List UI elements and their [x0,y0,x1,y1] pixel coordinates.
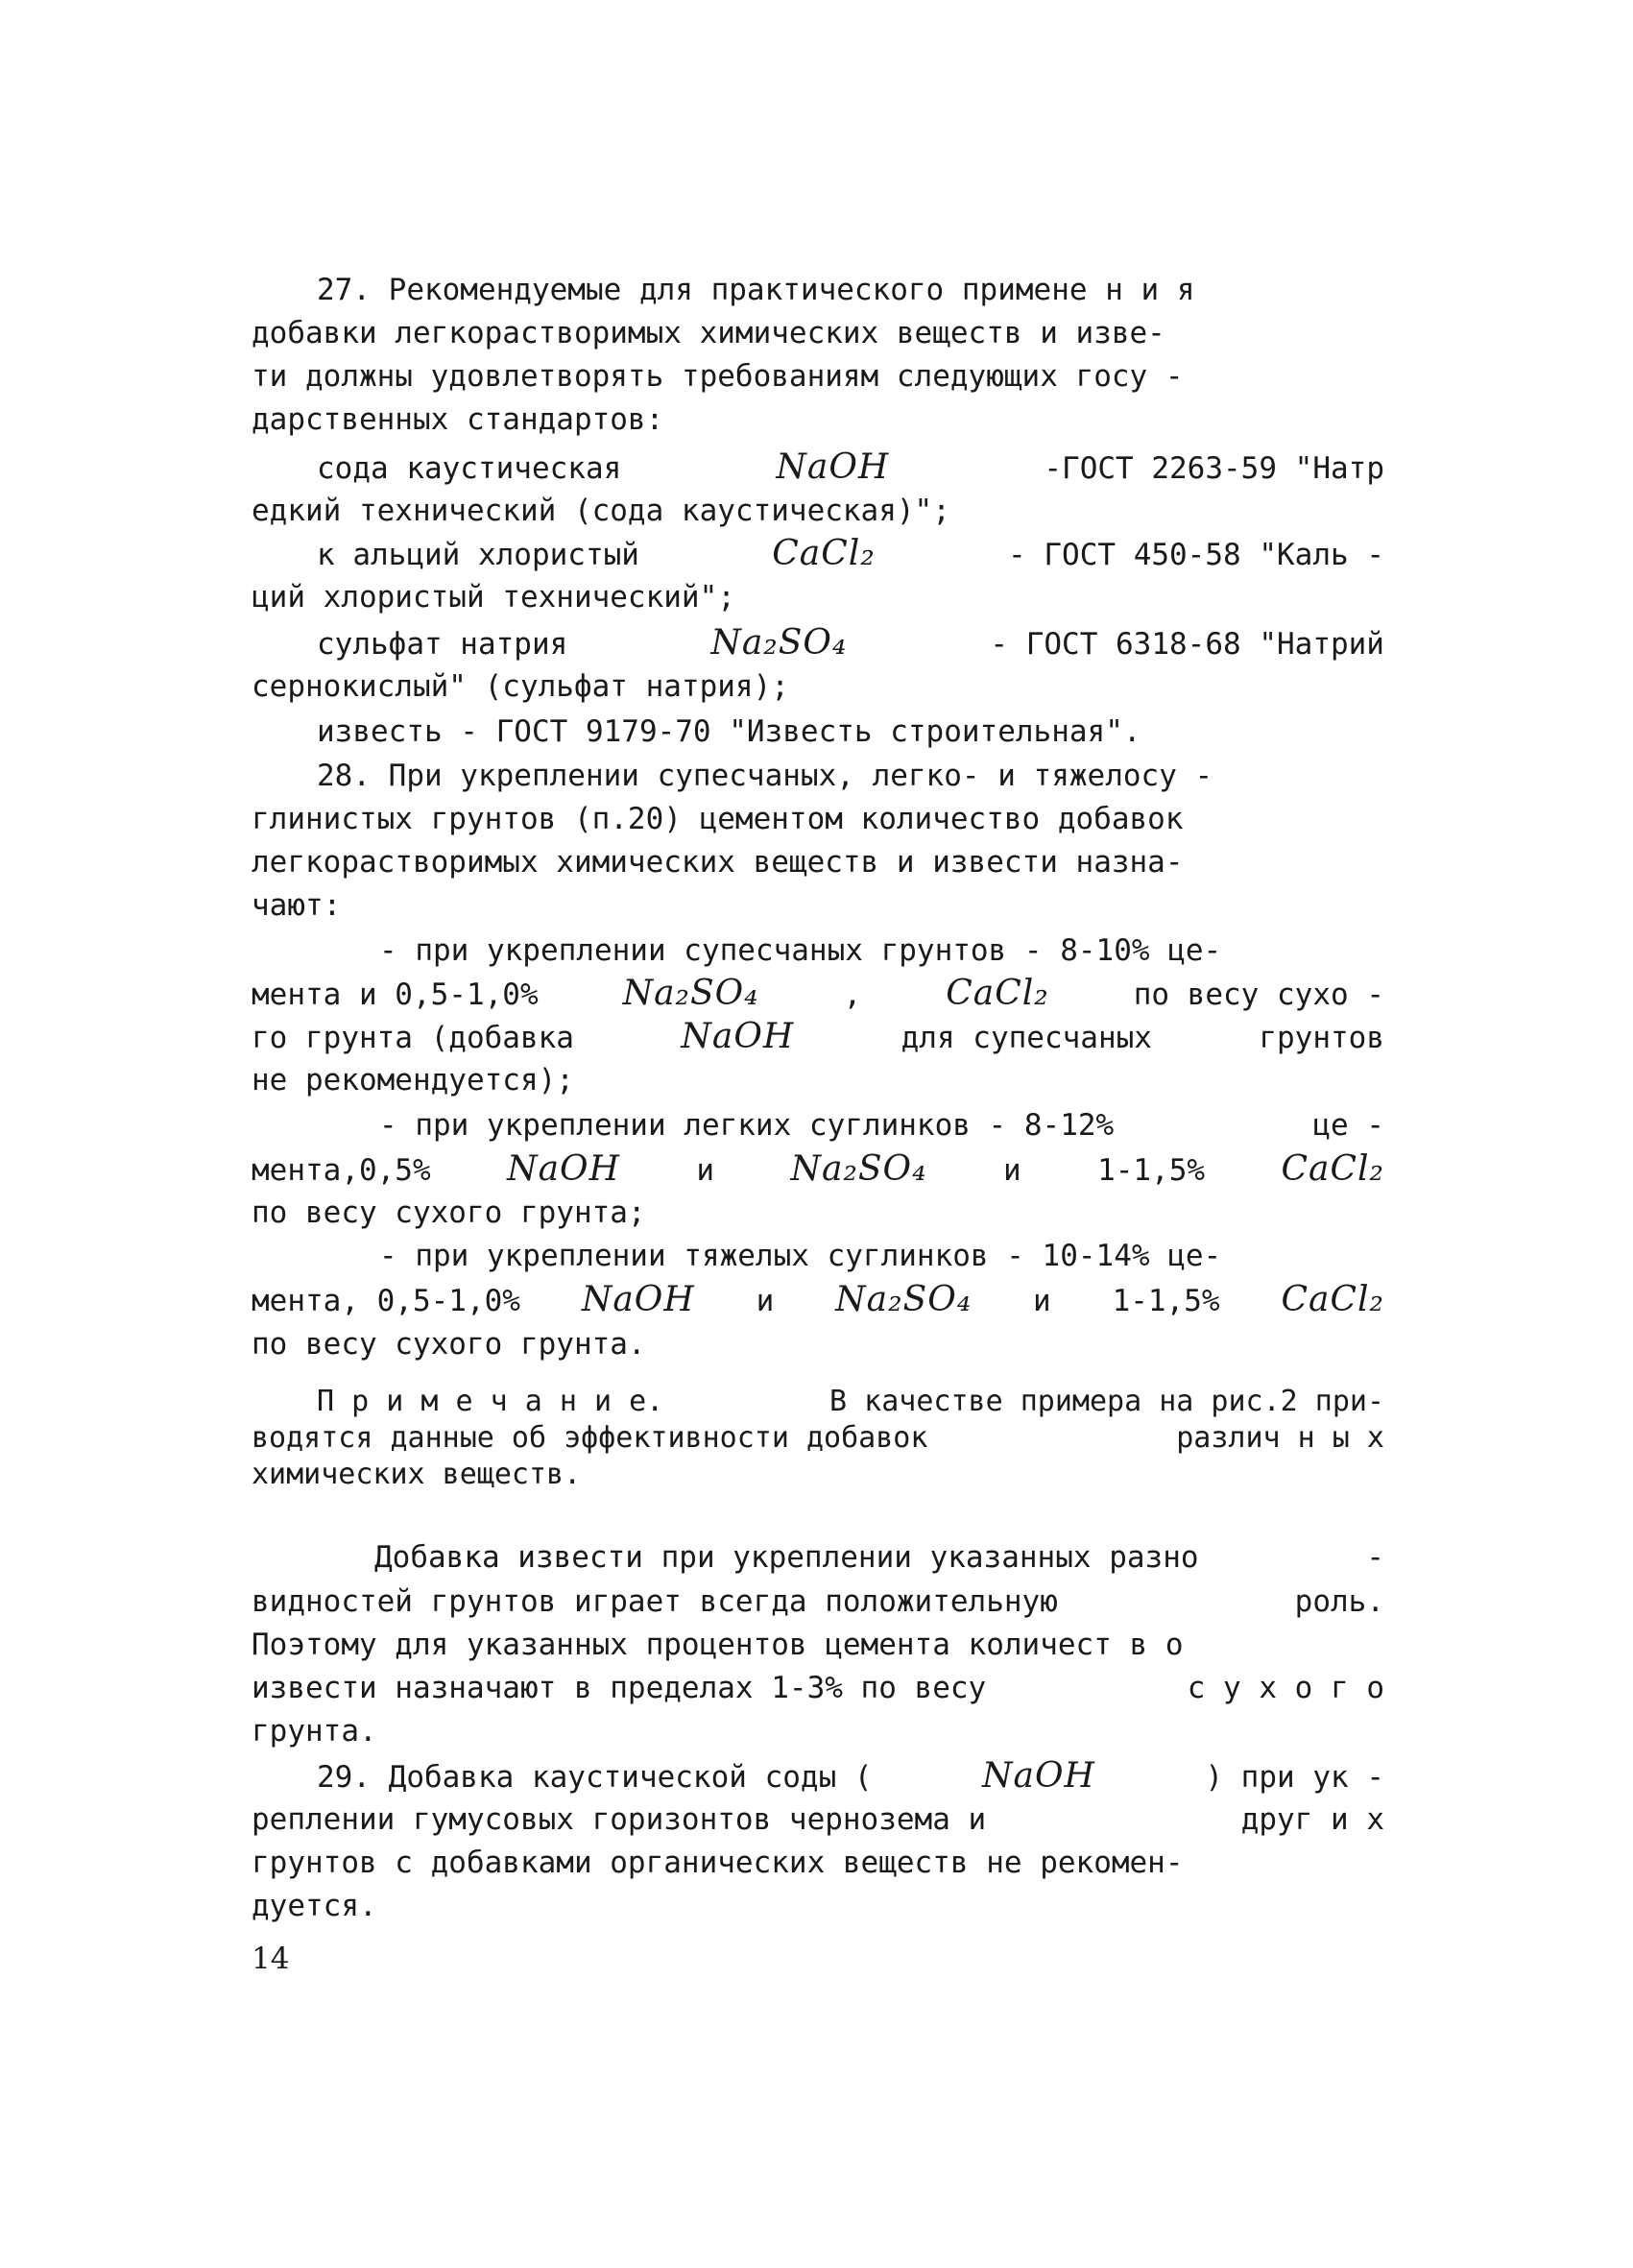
chemical-formula: NaOH [507,1149,620,1189]
l21 [252,1148,1384,1192]
text-segment: по весу сухого грунта; [252,1195,646,1230]
text-segment: различ н ы х [1176,1421,1384,1455]
l8 [252,576,1384,618]
text-segment: ций хлористый технический"; [252,580,735,615]
l30 [252,1710,1384,1752]
text-segment: 29. Добавка каустической соды ( [317,1760,873,1795]
text-segment: едкий технический (сода каустическая)"; [252,494,950,528]
text-segment: чают: [252,888,342,923]
l23 [379,1235,1384,1277]
l5 [317,446,1384,490]
n1 [317,1385,1384,1419]
l15 [252,884,1384,927]
text-segment: по весу сухо - [1133,977,1384,1012]
text-segment: к альций хлористый [317,538,639,572]
text-segment: дарственных стандартов: [252,402,664,437]
l19 [252,1059,1384,1101]
chemical-formula: Na₂SO₄ [790,1149,927,1189]
text-segment: и [756,1284,775,1318]
l28 [252,1624,1384,1666]
l7 [317,533,1384,576]
l25 [252,1323,1384,1365]
l31 [317,1755,1384,1798]
text-segment: ти должны удовлетворять требованиям следующих госу - [252,359,1184,394]
l12 [317,755,1384,797]
chemical-formula: CaCl₂ [1281,1280,1384,1319]
text-segment: - при укреплении легких суглинков - 8-12% [379,1108,1115,1143]
text-segment: - ГОСТ 450-58 "Каль - [1008,538,1384,572]
text-segment: добавки легкорастворимых химических веществ и изве- [252,316,1165,350]
text-segment: грунта. [252,1714,377,1749]
text-segment: 1-1,5% [1097,1153,1206,1188]
text-segment: и [696,1153,715,1188]
text-segment: мента, 0,5-1,0% [252,1284,520,1318]
text-segment: известь - ГОСТ 9179-70 "Известь строительная". [317,714,1141,749]
l9 [317,622,1384,665]
l17 [252,973,1384,1016]
chemical-formula: Na₂SO₄ [622,974,759,1013]
l22 [252,1192,1384,1234]
l2 [252,312,1384,354]
text-segment: не рекомендуется); [252,1063,574,1098]
text-segment: П р и м е ч а н и е. [317,1385,664,1418]
text-segment: Добавка извести при укреплении указанных разно [374,1540,1199,1575]
text-segment: - при укреплении тяжелых суглинков - 10-14% це- [379,1239,1222,1273]
text-segment: видностей грунтов играет всегда положительную [252,1584,1058,1619]
text-segment: 1-1,5% [1112,1284,1220,1318]
text-segment: и [1002,1153,1021,1188]
text-segment: грунтов с добавками органических веществ не рекомен- [252,1846,1184,1880]
text-segment: мента и 0,5-1,0% [252,977,539,1012]
text-segment: Поэтому для указанных процентов цемента количест в о [252,1628,1184,1662]
l29 [252,1667,1384,1709]
n2 [252,1421,1384,1456]
text-segment: , [843,977,862,1012]
text-segment: друг и х [1240,1802,1384,1837]
text-segment: легкорастворимых химических веществ и извести назна- [252,845,1184,880]
text-segment: грунтов [1259,1021,1384,1055]
chemical-formula: NaOH [776,447,890,487]
text-segment: сода каустическая [317,451,622,486]
text-segment: с у х о г о [1187,1671,1384,1705]
text-segment: водятся данные об эффективности добавок [252,1421,928,1455]
chemical-formula: CaCl₂ [1281,1149,1384,1189]
text-segment: реплении гумусовых горизонтов чернозема и [252,1802,987,1837]
text-segment: глинистых грунтов (п.20) цементом количество добавок [252,802,1184,836]
chemical-formula: CaCl₂ [946,974,1049,1013]
l32 [252,1798,1384,1841]
text-segment: дуется. [252,1889,377,1923]
text-segment: - [1366,1540,1384,1575]
text-segment: - при укреплении супесчаных грунтов - 8-10% це- [379,933,1222,968]
l27 [252,1580,1384,1623]
text-segment: сернокислый" (сульфат натрия); [252,669,789,704]
l10 [252,665,1384,708]
l4 [252,398,1384,441]
page-number: 14 [252,1942,290,1976]
l11 [317,711,1384,753]
chemical-formula: NaOH [681,1017,795,1056]
text-segment: 28. При укреплении супесчаных, легко- и тяжелосу - [317,759,1213,793]
chemical-formula: Na₂SO₄ [835,1280,973,1319]
chemical-formula: NaOH [982,1756,1095,1796]
text-segment: для супесчаных [901,1021,1152,1055]
text-segment: 27. Рекомендуемые для практического примене н и я [317,273,1195,307]
text-segment: ) при ук - [1205,1760,1384,1795]
text-segment: -ГОСТ 2263-59 "Натр [1044,451,1384,486]
text-segment: В качестве примера на рис.2 при- [829,1385,1384,1418]
l34 [252,1885,1384,1927]
l16 [379,929,1384,972]
text-segment: це - [1312,1108,1384,1143]
l6 [252,490,1384,532]
text-segment: мента,0,5% [252,1153,431,1188]
l26 [374,1536,1384,1579]
l33 [252,1842,1384,1884]
l20 [379,1104,1384,1146]
text-segment: - ГОСТ 6318-68 "Натрий [990,627,1384,662]
n3 [252,1458,1384,1492]
l24 [252,1279,1384,1322]
text-segment: и [1033,1284,1051,1318]
chemical-formula: Na₂SO₄ [710,623,848,663]
l14 [252,841,1384,883]
l1 [317,269,1384,311]
text-segment: извести назначают в пределах 1-3% по весу [252,1671,987,1705]
text-segment: сульфат натрия [317,627,568,662]
text-segment: по весу сухого грунта. [252,1327,646,1362]
l3 [252,355,1384,398]
text-segment: химических веществ. [252,1458,582,1491]
text-segment: го грунта (добавка [252,1021,574,1055]
l18 [252,1016,1384,1059]
l13 [252,798,1384,840]
text-segment: роль. [1294,1584,1384,1619]
chemical-formula: CaCl₂ [772,534,876,573]
chemical-formula: NaOH [581,1280,695,1319]
